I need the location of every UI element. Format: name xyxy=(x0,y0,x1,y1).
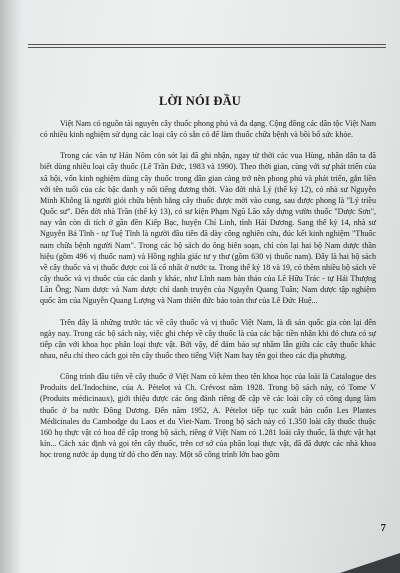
page-title: LỜI NÓI ĐẦU xyxy=(158,94,242,108)
background-corner xyxy=(340,553,400,573)
header-rule xyxy=(28,44,386,45)
paragraph-1: Việt Nam có nguồn tài nguyên cây thuốc phong phú và đa dạng. Cộng đồng các dân tộc Việt Nam có nhiều kinh nghiệm sử dụng các loại cây cỏ sẵn có để làm thuốc chữa bệnh và bồi bổ sức khỏe. xyxy=(40,119,376,140)
page-spine-shadow xyxy=(0,0,22,573)
paragraph-3: Trên đây là những trước tác về cây thuốc và vị thuốc Việt Nam, là di sản quốc gia còn lại đến ngày nay. Trong các bộ sách này, việc ghi chép về cây thuốc là của các bậc tiền nhân khi đó chưa có sự tiếp cận với khoa học phân loại thực vật. Bởi vậy, để đảm bảo sự nhầm lẫn giữa các cây thuốc khác nhau, nếu chỉ theo cách gọi tên cây thuốc theo tiếng Việt Nam hay tên gọi theo các địa phương. xyxy=(40,317,376,360)
page-number: 7 xyxy=(380,522,386,534)
body-text xyxy=(40,118,376,470)
header-rule-double xyxy=(28,47,386,48)
paragraph-4: Công trình đầu tiên về cây thuốc ở Việt Nam có kèm theo tên khoa học của loài là Catalogue des Produits deL'Indochine, của A. Pételot và Ch. Crévost năm 1928. Trong bộ sách này, có Tome V (Produits médicinaux), giới thiệu được các ông đánh riêng đề cập về các loài cây có công dụng làm thuốc ở ba nước Đông Dương. Đến năm 1952, A. Pételot tiếp tục xuất bản cuốn Les Plantes Médicinales du Cambodge du Laos et du Viet-Nam. Trong bộ sách này có 1.350 loài cây thuốc thuộc 160 họ thực vật có hoa để cập trong bộ sách, riêng ở Việt Nam có 1.281 loài cây thuốc, là thực vật hạt kín... Cách xác định và gọi tên cây thuốc, trên cơ sở của phân loại thực vật, đã đã được các nhà khoa học trong nước áp dụng từ đó cho đến nay. Một số công trình lớn bao gồm xyxy=(40,372,376,460)
paragraph-2: Trong các văn tự Hán Nôm còn sót lại đã ghi nhận, ngay từ thời các vua Hùng, nhân dân ta đã biết dùng nhiều loại cây thuốc (Lê Trần Đức, 1983 và 1990). Theo thời gian, cùng với sự phát triển của xã hội, vốn kinh nghiệm dùng cây thuốc trong dân gian càng trở nên phong phú và phát triển, gắn liền với tên tuổi của các bậc danh y nổi tiếng đương thời. Vào đời nhà Lý (thế kỷ 12), có nhà sư Nguyễn Minh Không là người giỏi chữa bệnh bằng cây thuốc được mời vào cung, sau được phong là "Lý triều Quốc sư". Đến đời nhà Trần (thế kỷ 13), có sư kiện Phạm Ngũ Lão xây dựng vườn thuốc "Dược Sơn", nay vẫn còn di tích ở gần đền Kiếp Bạc, huyện Chí Linh, tỉnh Hải Dương. Sang thế kỷ 14, nhà sư Nguyễn Bá Tĩnh - tự Tuệ Tĩnh là người đầu tiên đã dày công nghiên cứu, đúc kết kinh nghiệm "Thuốc nam chữa bệnh người Nam". Trong các bộ sách do ông biên soạn, chỉ còn lại hai bộ Nam dược thần hiệu (gồm 496 vị thuốc nam) và Hồng nghĩa giác tư y thư (gồm 630 vị thuốc nam). Đây là hai bộ sách về cây thuốc và vị thuốc được coi là cổ nhất ở nước ta. Trong thế kỷ 18 và 19, có thêm nhiều bộ sách về cây thuốc và vị thuốc của các danh y khác, như Lĩnh nam bản thảo của Lê Hữu Trác - tự Hải Thượng Lãn Ông; Nam dược và Nam dược chỉ danh truyện của Nguyễn Quang Tuân; Nam dược tập nghiệm quốc âm của Nguyễn Quang Lượng và Nam thiên đức bảo toàn thư của Lê Đức Huệ... xyxy=(40,151,376,306)
